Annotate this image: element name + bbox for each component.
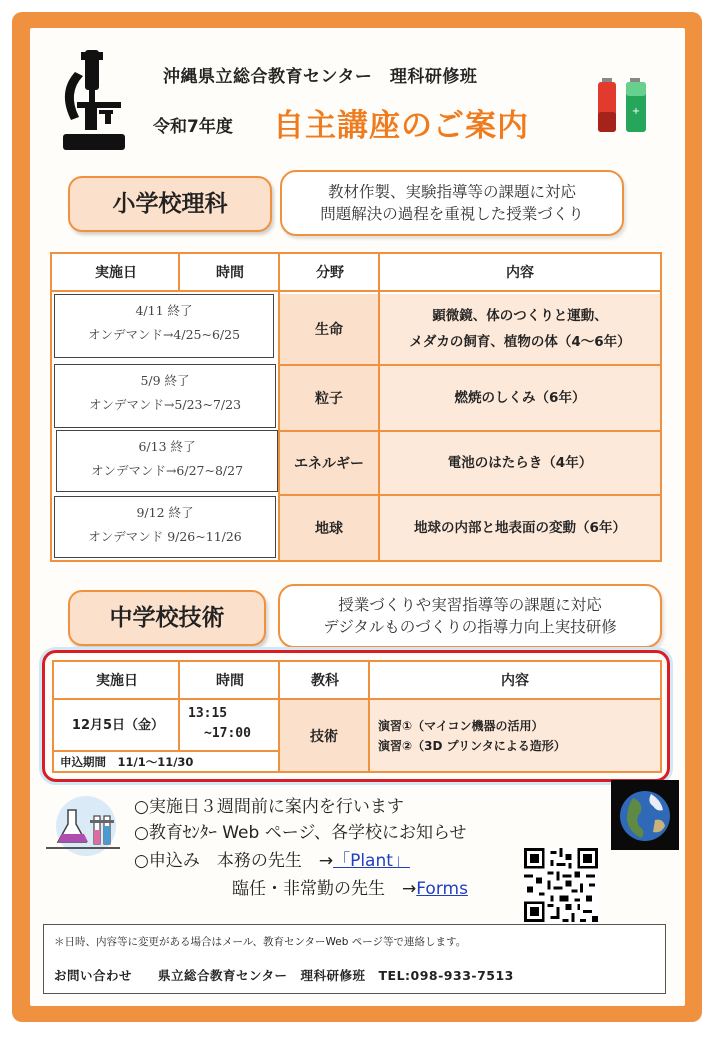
date-cell — [54, 294, 274, 358]
column-header-date: 実施日 — [52, 254, 180, 290]
ondemand-text: オンデマンド→4/25~6/25 — [87, 327, 241, 342]
subject-cell: 技術 — [280, 700, 368, 771]
column-header-content: 内容 — [380, 254, 660, 290]
date-cell — [54, 364, 276, 428]
date-cell — [56, 430, 278, 492]
date-cell — [54, 496, 276, 558]
content-line: 演習①（マイコン機器の活用） — [378, 718, 544, 733]
description-line: 問題解決の過程を重視した授業づくり — [320, 205, 584, 223]
event-time-end: ~17:00 — [204, 726, 251, 741]
page-title: 自主講座のご案内 — [273, 108, 529, 144]
divider — [52, 290, 660, 292]
battery-icon — [596, 76, 652, 134]
junior-heading: 中学校技術 — [68, 590, 266, 646]
content-line: メダカの飼育、植物の体（4～6年） — [409, 334, 631, 350]
content-line: 顕微鏡、体のつくりと運動、 — [432, 308, 608, 324]
column-header-date: 実施日 — [54, 662, 180, 698]
organization-name: 沖縄県立総合教育センター 理科研修班 — [163, 67, 478, 87]
info-line — [134, 846, 410, 871]
info-line: ○実施日３週間前に案内を行います — [134, 797, 404, 817]
field-cell: 粒子 — [280, 366, 378, 430]
column-header-subject: 教科 — [280, 662, 370, 698]
info-label: 臨任・非常勤の先生 → — [232, 879, 417, 899]
change-notice: ＊日時、内容等に変更がある場合はメール、教育センターWeb ページ等で連絡します。 — [54, 936, 467, 948]
divider — [178, 662, 180, 750]
content-line: 演習②（3D プリンタによる造形） — [378, 738, 566, 753]
description-line: デジタルものづくりの指導力向上実技研修 — [323, 618, 617, 636]
forms-link[interactable]: Forms — [416, 879, 468, 899]
elementary-description — [280, 170, 624, 236]
column-header-field: 分野 — [280, 254, 380, 290]
fiscal-year: 令和7年度 — [153, 117, 233, 137]
content-cell: 電池のはたらき（4年） — [380, 432, 660, 494]
junior-schedule-table — [52, 660, 662, 773]
application-period: 申込期間 11/1～11/30 — [60, 755, 194, 769]
contact-info: お問い合わせ 県立総合教育センター 理科研修班 TEL:098-933-7513 — [54, 968, 514, 983]
info-line — [232, 874, 468, 899]
content-cell — [370, 700, 660, 771]
info-label: ○申込み 本務の先生 → — [134, 851, 334, 871]
description-line: 授業づくりや実習指導等の課題に対応 — [338, 596, 602, 614]
column-header-time: 時間 — [180, 662, 280, 698]
description-line: 教材作製、実験指導等の課題に対応 — [327, 183, 576, 201]
ondemand-text: オンデマンド→6/27~8/27 — [90, 463, 244, 478]
column-header-time: 時間 — [180, 254, 280, 290]
junior-description — [278, 584, 662, 648]
event-date: 12月5日（金） — [71, 718, 165, 733]
svg-text:+: + — [631, 106, 641, 117]
date-text: 4/11 終了 — [135, 303, 193, 318]
earth-image — [611, 780, 679, 850]
content-cell: 地球の内部と地表面の変動（6年） — [380, 496, 660, 560]
event-time-start: 13:15 — [188, 706, 228, 721]
divider — [54, 750, 280, 752]
field-cell: 生命 — [280, 294, 378, 364]
info-line: ○教育ｾﾝﾀｰ Web ページ、各学校にお知らせ — [134, 823, 467, 843]
column-header-content: 内容 — [370, 662, 660, 698]
field-cell: 地球 — [280, 496, 378, 560]
content-cell — [380, 294, 660, 364]
qr-code[interactable] — [524, 848, 598, 922]
microscope-icon — [55, 50, 135, 154]
ondemand-text: オンデマンド 9/26~11/26 — [88, 529, 242, 544]
content-cell: 燃焼のしくみ（6年） — [380, 366, 660, 430]
lab-flask-icon — [46, 790, 120, 856]
elementary-heading: 小学校理科 — [68, 176, 272, 232]
divider — [178, 254, 180, 290]
date-text: 9/12 終了 — [136, 505, 194, 520]
date-text: 5/9 終了 — [140, 373, 190, 388]
date-text: 6/13 終了 — [138, 439, 196, 454]
plant-link[interactable]: 「Plant」 — [333, 851, 410, 871]
ondemand-text: オンデマンド→5/23~7/23 — [88, 397, 242, 412]
field-cell: エネルギー — [280, 432, 378, 494]
